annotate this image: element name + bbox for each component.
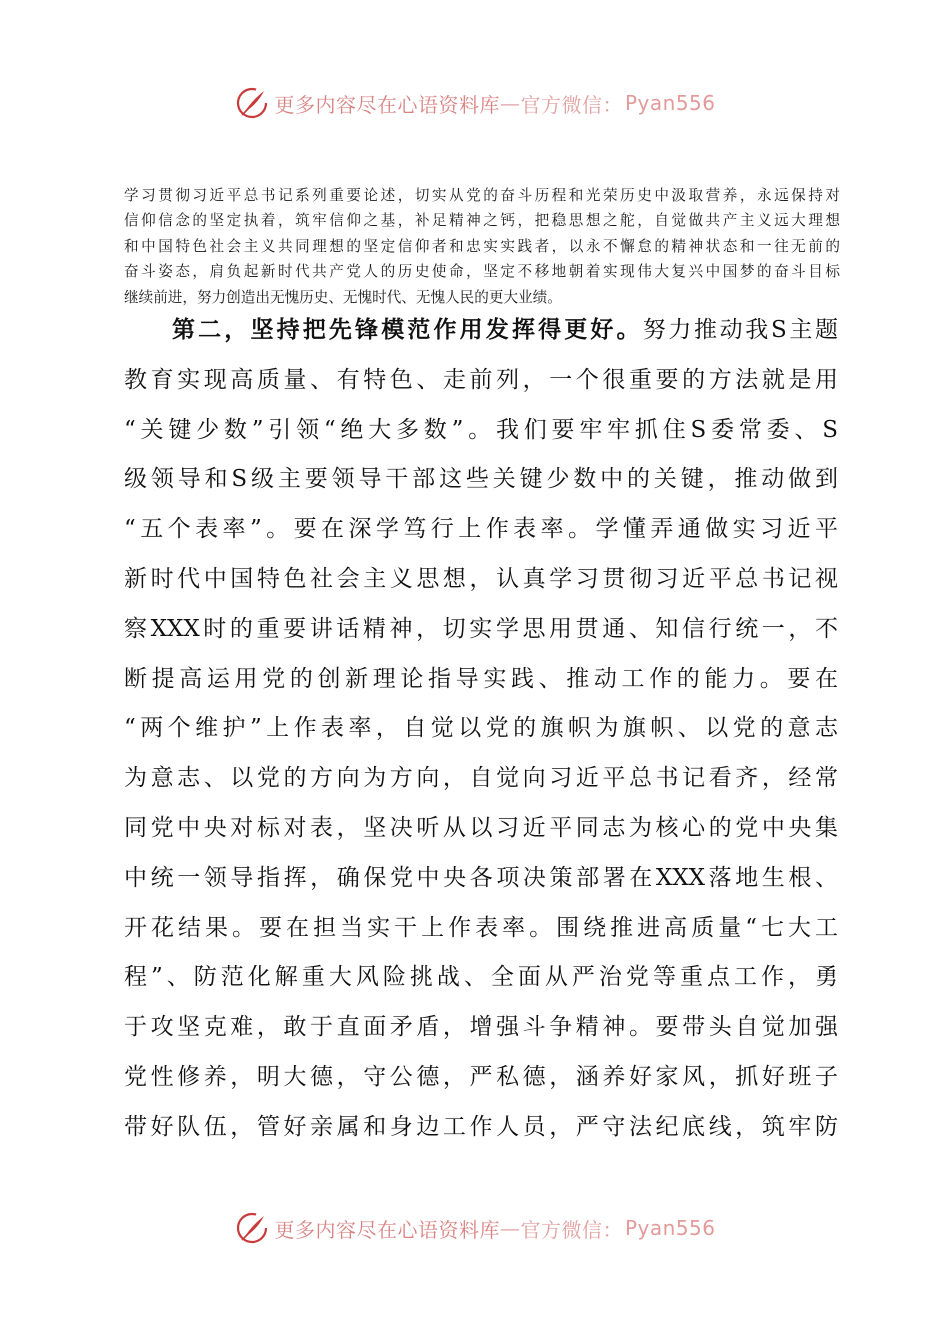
body-line: 同党中央对标对表，坚决听从以习近平同志为核心的党中央集 [124, 814, 838, 841]
body-line: 教育实现高质量、有特色、走前列，一个很重要的方法就是用 [124, 366, 838, 393]
intro-line: 学习贯彻习近平总书记系列重要论述，切实从党的奋斗历程和光荣历史中汲取营养，永远保持对 [124, 187, 840, 204]
watermark-sub-text: 官方微信： [520, 1217, 623, 1242]
intro-line: 奋斗姿态，肩负起新时代共产党人的历史使命，坚定不移地朝着实现伟大复兴中国梦的奋斗目标 [124, 263, 840, 281]
body-line: 察XXX时的重要讲话精神，切实学思用贯通、知信行统一，不 [124, 615, 838, 642]
quill-logo-icon [234, 85, 270, 121]
body-line: 开花结果。要在担当实干上作表率。围绕推进高质量“七大工 [124, 914, 838, 941]
intro-paragraph [124, 183, 840, 310]
watermark-main-text: 更多内容尽在心语资料库 [274, 92, 500, 117]
body-line: “五个表率”。要在深学笃行上作表率。学懂弄通做实习近平 [124, 516, 838, 543]
header-watermark [0, 83, 950, 123]
section-first-line [124, 306, 838, 356]
body-line: 中统一领导指挥，确保党中央各项决策部署在XXX落地生根、 [124, 864, 838, 891]
watermark-dash: — [499, 1216, 521, 1240]
watermark-dash: — [499, 91, 521, 115]
body-line: 程”、防范化解重大风险挑战、全面从严治党等重点工作，勇 [124, 964, 838, 991]
watermark-wechat-id: Pyan556 [624, 1216, 716, 1240]
body-line: 断提高运用党的创新理论指导实践、推动工作的能力。要在 [124, 665, 838, 692]
body-line: 于攻坚克难，敢于直面矛盾，增强斗争精神。要带头自觉加强 [124, 1014, 838, 1041]
body-line: 为意志、以党的方向为方向，自觉向习近平总书记看齐，经常 [124, 765, 838, 792]
body-line: 新时代中国特色社会主义思想，认真学习贯彻习近平总书记视 [124, 565, 838, 592]
body-line: 带好队伍，管好亲属和身边工作人员，严守法纪底线，筑牢防 [124, 1113, 838, 1140]
body-line: 党性修养，明大德，守公德，严私德，涵养好家风，抓好班子 [124, 1063, 838, 1090]
section-paragraph [124, 306, 838, 1153]
footer-watermark [0, 1208, 950, 1248]
body-line: 级领导和S级主要领导干部这些关键少数中的关键，推动做到 [124, 466, 838, 493]
section-heading: 第二，坚持把先锋模范作用发挥得更好。 [172, 317, 643, 343]
body-line: “两个维护”上作表率，自觉以党的旗帜为旗帜、以党的意志 [124, 715, 838, 742]
watermark-wechat-id: Pyan556 [624, 91, 716, 115]
watermark-main-text: 更多内容尽在心语资料库 [274, 1217, 500, 1242]
intro-line: 和中国特色社会主义共同理想的坚定信仰者和忠实实践者，以永不懈怠的精神状态和一往无前的 [124, 237, 840, 255]
section-first-line-rest: 努力推动我S主题 [642, 317, 838, 343]
intro-line: 信仰信念的坚定执着，筑牢信仰之基，补足精神之钙，把稳思想之舵，自觉做共产主义远大理想 [124, 212, 840, 230]
quill-logo-icon [234, 1210, 270, 1246]
intro-line: 继续前进，努力创造出无愧历史、无愧时代、无愧人民的更大业绩。 [124, 288, 562, 306]
watermark-sub-text: 官方微信： [520, 92, 623, 117]
body-line: “关键少数”引领“绝大多数”。我们要牢牢抓住S委常委、S [124, 416, 838, 443]
